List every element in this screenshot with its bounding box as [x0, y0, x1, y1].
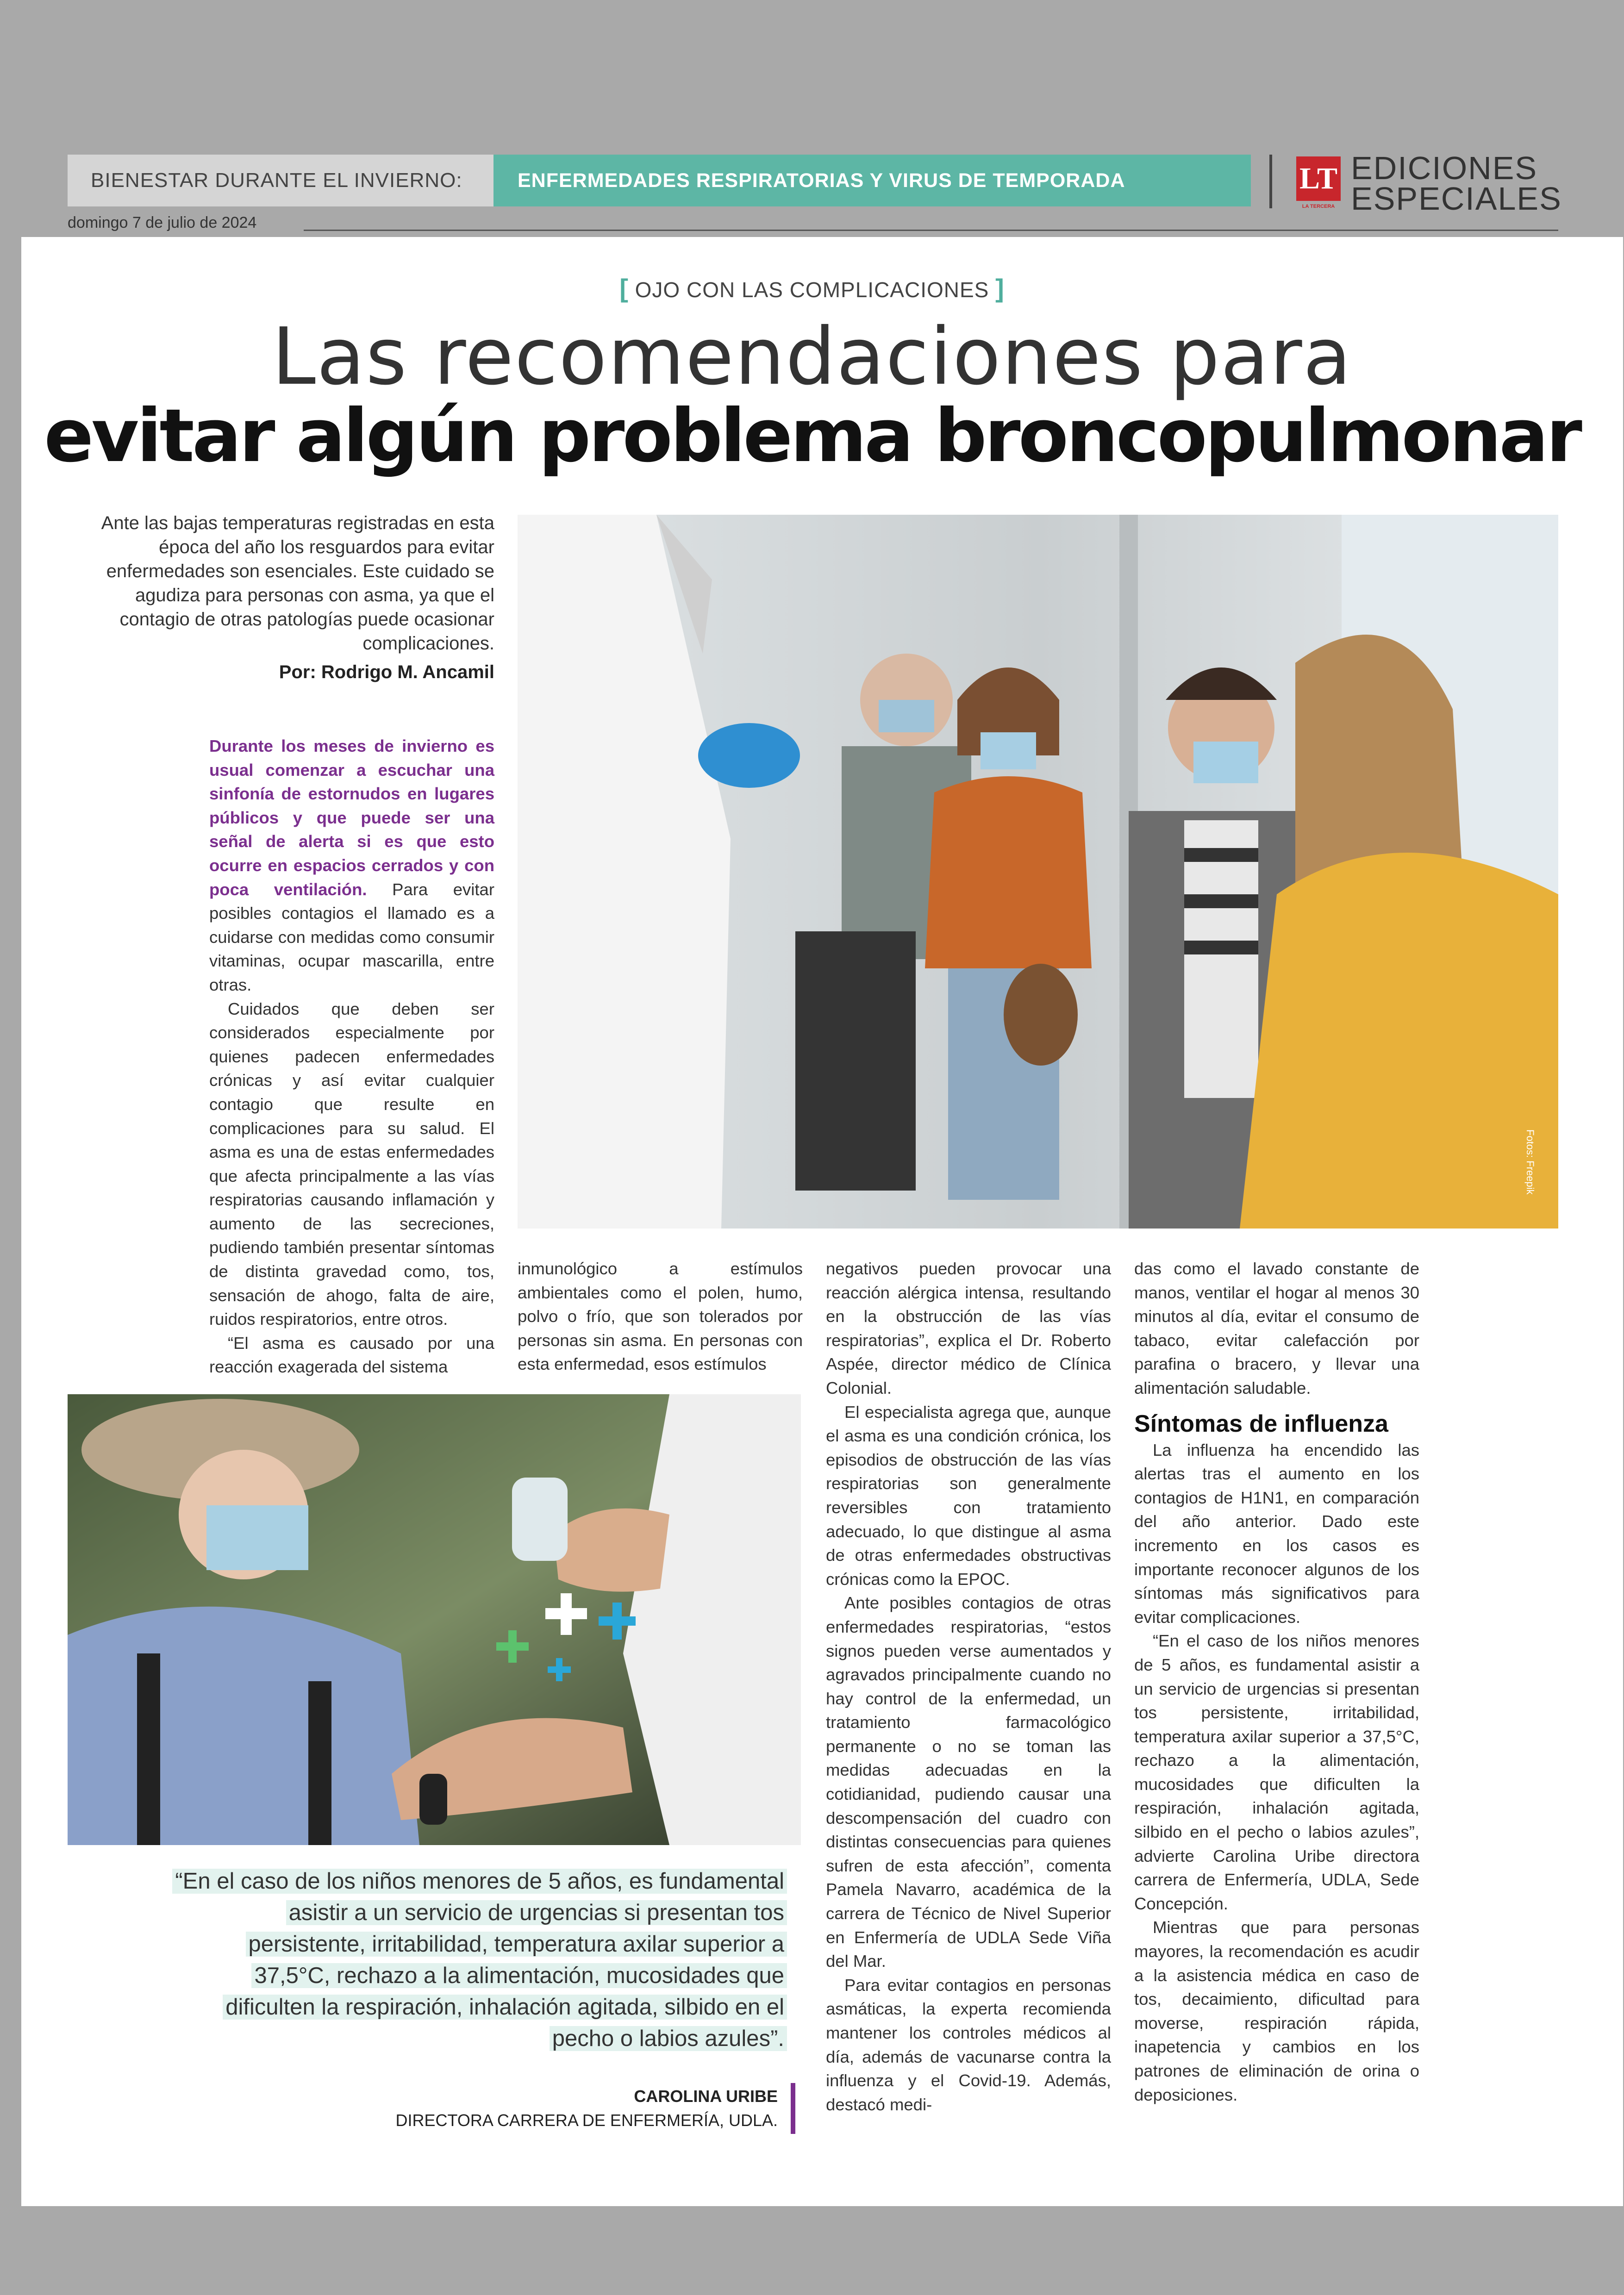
- col3-paragraph-3: Ante posibles contagios de otras enfermedades respiratorias, “estos signos pueden verse aumentados y agravados principalmente cuando no hay control de la enfermedad, un tratamiento farmacológico permanente o no se toman las medidas adecuadas en la cotidianidad, pudiendo causar una descompensación del cuadro con distintas consecuencias para quienes sufren de esta afección”, comenta Pamela Navarro, académica de la carrera de Técnico de Nivel Superior en Enfermería de UDLA Sede Viña del Mar.: [826, 1593, 1111, 1971]
- article-byline: Por: Rodrigo M. Ancamil: [279, 662, 494, 682]
- article-intro: Ante las bajas temperaturas registradas en esta época del año los resguardos para evitar enfermedades son esenciales. Este cuidado se agudiza para personas con asma, ya que el contagio de otras patologías puede ocasionar complicaciones.: [101, 513, 494, 654]
- article-kicker: [0, 273, 1624, 303]
- section-label-text: BIENESTAR DURANTE EL INVIERNO:: [91, 169, 462, 192]
- topic-banner: [493, 155, 1251, 206]
- headline-line-1-text: Las recomendaciones para: [272, 311, 1352, 403]
- la-tercera-logo: [1296, 156, 1341, 201]
- col1-paragraph-3: “El asma es causado por una reacción exagerada del sistema: [209, 1333, 494, 1377]
- family-clinic-photo: [518, 515, 1558, 1229]
- col1-p1-rest: Para evitar posibles contagios el llamado es a cuidarse con medidas como consumir vitaminas, ocupar mascarilla, entre otras.: [209, 879, 494, 994]
- section-label: [68, 155, 493, 206]
- kicker-text: OJO CON LAS COMPLICACIONES: [635, 278, 989, 302]
- hand-sanitizer-photo: [68, 1394, 801, 1845]
- col3-paragraph-4: Para evitar contagios en personas asmáticas, la experta recomienda mantener los controles médicos al día, además de vacunarse contra la influenza y el Covid-19. Además, destacó medi-: [826, 1975, 1111, 2114]
- quote-author-name: CAROLINA URIBE: [634, 2087, 778, 2106]
- pull-quote-text: “En el caso de los niños menores de 5 años, es fundamental asistir a un servicio de urgencias si presentan tos persistente, irritabilidad, temperatura axilar superior a 37,5°C, rechazo a la alimentación, mucosidades que dificulten la respiración, inhalación agitada, silbido en el pecho o labios azules”.: [172, 1869, 787, 2051]
- article-column-3: [826, 1257, 1111, 2116]
- col3-paragraph-2: El especialista agrega que, aunque el asma es una condición crónica, los episodios de obstrucción de las vías respiratorias son generalmente reversibles con tratamiento adecuado, lo que distingue al asma de otras enfermedades obstructivas crónicas como la EPOC.: [826, 1402, 1111, 1589]
- kicker-bracket-open: [: [619, 274, 629, 303]
- header-divider: [1269, 155, 1272, 208]
- issue-date: domingo 7 de julio de 2024: [68, 214, 257, 231]
- article-column-1: [209, 734, 494, 1379]
- col1-paragraph-1: [209, 734, 494, 997]
- logo-letters: LT: [1299, 162, 1337, 195]
- ediciones-especiales: [1351, 150, 1562, 217]
- headline-line-1: [0, 311, 1624, 403]
- especiales-word: ESPECIALES: [1351, 181, 1562, 217]
- col3-paragraph-1: negativos pueden provocar una reacción alérgica intensa, resultando en la obstrucción de las vías respiratorias”, explica el Dr. Roberto Aspée, director médico de Clínica Colonial.: [826, 1259, 1111, 1397]
- article-column-4: [1134, 1257, 1419, 2107]
- subhead-influenza: Síntomas de influenza: [1134, 1410, 1388, 1437]
- col4-paragraph-2: La influenza ha encendido las alertas tras el aumento en los contagios de H1N1, en comparación del año anterior. Dado este incremento en los casos es importante reconocer algunos de los síntomas más significativos para evitar complicaciones.: [1134, 1440, 1419, 1627]
- kicker-bracket-close: ]: [995, 274, 1005, 303]
- pull-quote: [167, 1865, 787, 2054]
- headline-line-2: evitar algún problema broncopulmonar: [44, 393, 1580, 479]
- col4-paragraph-3: “En el caso de los niños menores de 5 años, es fundamental asistir a un servicio de urgencias si presentan tos persistente, irritabilidad, temperatura axilar superior a 37,5°C, rechazo a la alimentación, mucosidades que dificulten la respiración, inhalación agitada, silbido en el pecho o labios azules”, advierte Carolina Uribe directora carrera de Enfermería, UDLA, Sede Concepción.: [1134, 1631, 1419, 1913]
- article-column-2: [518, 1257, 803, 1376]
- ediciones-word: EDICIONES: [1351, 150, 1538, 186]
- col1-paragraph-2: Cuidados que deben ser considerados especialmente por quienes padecen enfermedades crónicas y así evitar cualquier contagio que resulte en complicaciones para su salud. El asma es una de estas enfermedades que afecta principalmente a las vías respiratorias causando inflamación y aumento de las secreciones, pudiendo también presentar síntomas de distinta gravedad como, tos, sensación de ahogo, falta de aire, ruidos respiratorios, entre otros.: [209, 999, 494, 1329]
- quote-author-role: DIRECTORA CARRERA DE ENFERMERÍA, UDLA.: [395, 2111, 778, 2130]
- col4-paragraph-1: das como el lavado constante de manos, ventilar el hogar al menos 30 minutos al día, evitar el consumo de tabaco, evitar calefacción por parafina o bracero, y llevar una alimentación saludable.: [1134, 1259, 1419, 1397]
- photo-credit: Fotos: Freepik: [1524, 1129, 1536, 1195]
- quote-accent-bar: [791, 2083, 795, 2134]
- date-rule: [304, 230, 1558, 231]
- col4-paragraph-4: Mientras que para personas mayores, la recomendación es acudir a la asistencia médica en caso de tos, decaimiento, dificultad para moverse, respiración rápida, inapetencia y cambios en los patrones de eliminación de orina o deposiciones.: [1134, 1918, 1419, 2104]
- lead-paragraph: Durante los meses de invierno es usual comenzar a escuchar una sinfonía de estornudos en lugares públicos y que puede ser una señal de alerta si es que esto ocurre en espacios cerrados y con poca ventilación.: [209, 736, 494, 899]
- col2-paragraph-1: inmunológico a estímulos ambientales como el polen, humo, polvo o frío, que son tolerados por personas sin asma. En personas con esta enfermedad, esos estímulos: [518, 1259, 803, 1374]
- topic-banner-text: ENFERMEDADES RESPIRATORIAS Y VIRUS DE TEMPORADA: [518, 169, 1125, 192]
- logo-subtitle: LA TERCERA: [1302, 204, 1335, 209]
